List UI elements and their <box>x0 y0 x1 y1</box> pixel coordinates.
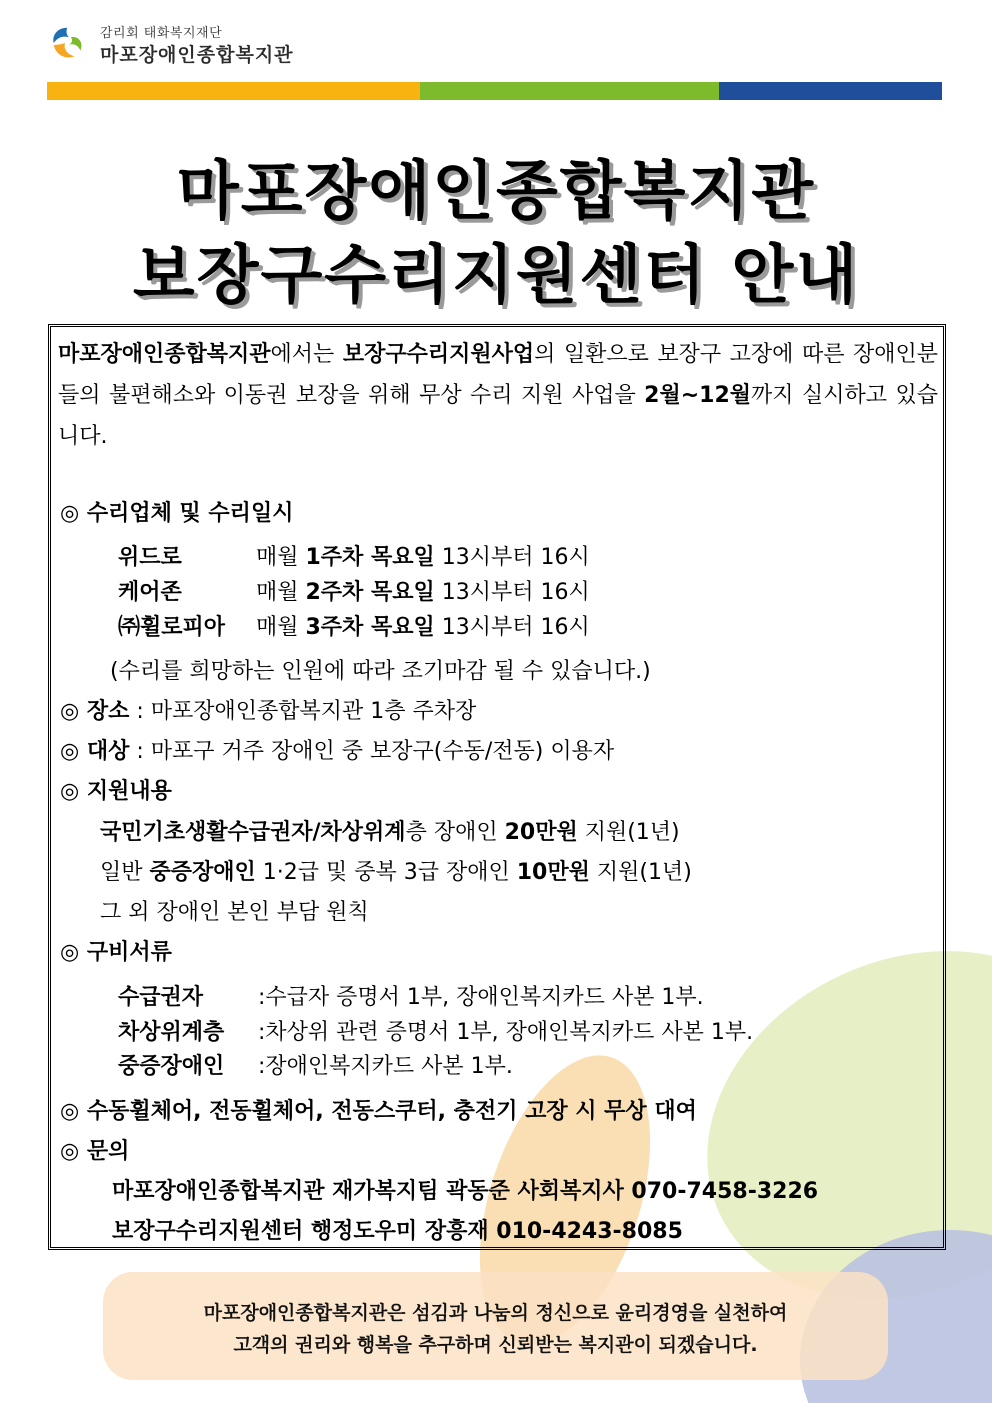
target-label: ◎ 대상 <box>60 739 130 764</box>
support-row1-bold: 국민기초생활수급권자/차상위계 <box>100 820 406 845</box>
support-row1-amount: 20만원 <box>504 820 578 845</box>
document-row <box>118 980 704 1011</box>
support-heading: ◎ 지원내용 <box>60 779 172 804</box>
foundation-logo-icon <box>48 24 86 62</box>
place-label: ◎ 장소 <box>60 699 130 724</box>
vendor-time: 13시부터 16시 <box>434 580 590 605</box>
color-bar-yellow <box>47 82 420 100</box>
document-value: :차상위 관련 증명서 1부, 장애인복지카드 사본 1부. <box>258 1020 754 1045</box>
document-label: 중증장애인 <box>118 1054 225 1079</box>
support-row2-bold: 중증장애인 <box>149 860 256 885</box>
vendor-row <box>118 540 590 571</box>
page-title-line2: 보장구수리지원센터 안내 <box>132 239 860 313</box>
intro-text-3: 까지 실시하고 있습니다. <box>58 383 938 449</box>
vendor-name: ㈜휠로피아 <box>118 615 226 640</box>
intro-paragraph <box>58 334 938 457</box>
vendor-month: 매월 <box>256 545 306 570</box>
contact-line-2: 보장구수리지원센터 행정도우미 장흥재 010-4243-8085 <box>112 1219 683 1244</box>
footer-banner <box>103 1272 888 1380</box>
intro-program: 보장구수리지원사업 <box>342 342 535 367</box>
vendor-month: 매월 <box>256 615 306 640</box>
documents-heading: ◎ 구비서류 <box>60 940 172 965</box>
organization-name: 마포장애인종합복지관 <box>100 44 294 66</box>
intro-text-1: 에서는 <box>270 342 343 367</box>
intro-text-2: 의 일환으로 보장구 고장에 따른 장애인분들의 불편해소와 이동권 보장을 위해 무상 수리 지원 사업을 <box>58 342 938 408</box>
place-row <box>60 694 476 725</box>
vendor-week: 3주차 목요일 <box>305 615 435 640</box>
document-value: :장애인복지카드 사본 1부. <box>258 1054 513 1079</box>
footer-line-2: 고객의 권리와 행복을 추구하며 신뢰받는 복지관이 되겠습니다. <box>233 1334 758 1356</box>
repair-note: (수리를 희망하는 인원에 따라 조기마감 될 수 있습니다.) <box>110 659 651 684</box>
contact-heading: ◎ 문의 <box>60 1139 130 1164</box>
document-row <box>118 1049 513 1080</box>
vendor-time: 13시부터 16시 <box>434 615 590 640</box>
vendor-row <box>118 610 590 641</box>
document-label: 수급권자 <box>118 985 204 1010</box>
support-row1-text: 층 장애인 <box>405 820 505 845</box>
support-row2-prefix: 일반 <box>100 860 150 885</box>
target-value: : 마포구 거주 장애인 중 보장구(수동/전동) 이용자 <box>129 739 615 764</box>
page-title-line1: 마포장애인종합복지관 <box>176 155 816 229</box>
contact-line-1: 마포장애인종합복지관 재가복지팀 곽동준 사회복지사 070-7458-3226 <box>112 1179 819 1204</box>
document-label: 차상위계층 <box>118 1020 225 1045</box>
vendor-week: 2주차 목요일 <box>305 580 435 605</box>
header-color-bar <box>47 82 942 100</box>
document-row <box>118 1015 753 1046</box>
vendor-name: 케어존 <box>118 580 182 605</box>
intro-org: 마포장애인종합복지관 <box>58 342 271 367</box>
foundation-name: 감리회 태화복지재단 <box>100 26 223 41</box>
support-row2-text: 1·2급 및 중복 3급 장애인 <box>255 860 517 885</box>
vendor-row <box>118 575 590 606</box>
support-row-3: 그 외 장애인 본인 부담 원칙 <box>100 900 369 925</box>
support-row-1 <box>100 815 680 846</box>
footer-line-1: 마포장애인종합복지관은 섬김과 나눔의 정신으로 윤리경영을 실천하여 <box>203 1302 788 1324</box>
place-value: : 마포장애인종합복지관 1층 주차장 <box>129 699 477 724</box>
repair-heading: ◎ 수리업체 및 수리일시 <box>60 501 294 526</box>
support-row-2 <box>100 855 692 886</box>
color-bar-green <box>420 82 719 100</box>
support-row2-amount: 10만원 <box>516 860 590 885</box>
rental-notice: ◎ 수동휠체어, 전동휠체어, 전동스쿠터, 충전기 고장 시 무상 대여 <box>60 1099 697 1124</box>
color-bar-blue <box>719 82 942 100</box>
target-row <box>60 734 614 765</box>
vendor-time: 13시부터 16시 <box>434 545 590 570</box>
vendor-month: 매월 <box>256 580 306 605</box>
support-row2-tail: 지원(1년) <box>589 860 692 885</box>
document-value: :수급자 증명서 1부, 장애인복지카드 사본 1부. <box>258 985 704 1010</box>
vendor-name: 위드로 <box>118 545 182 570</box>
intro-period: 2월~12월 <box>644 383 752 408</box>
support-row1-tail: 지원(1년) <box>577 820 680 845</box>
vendor-week: 1주차 목요일 <box>305 545 435 570</box>
